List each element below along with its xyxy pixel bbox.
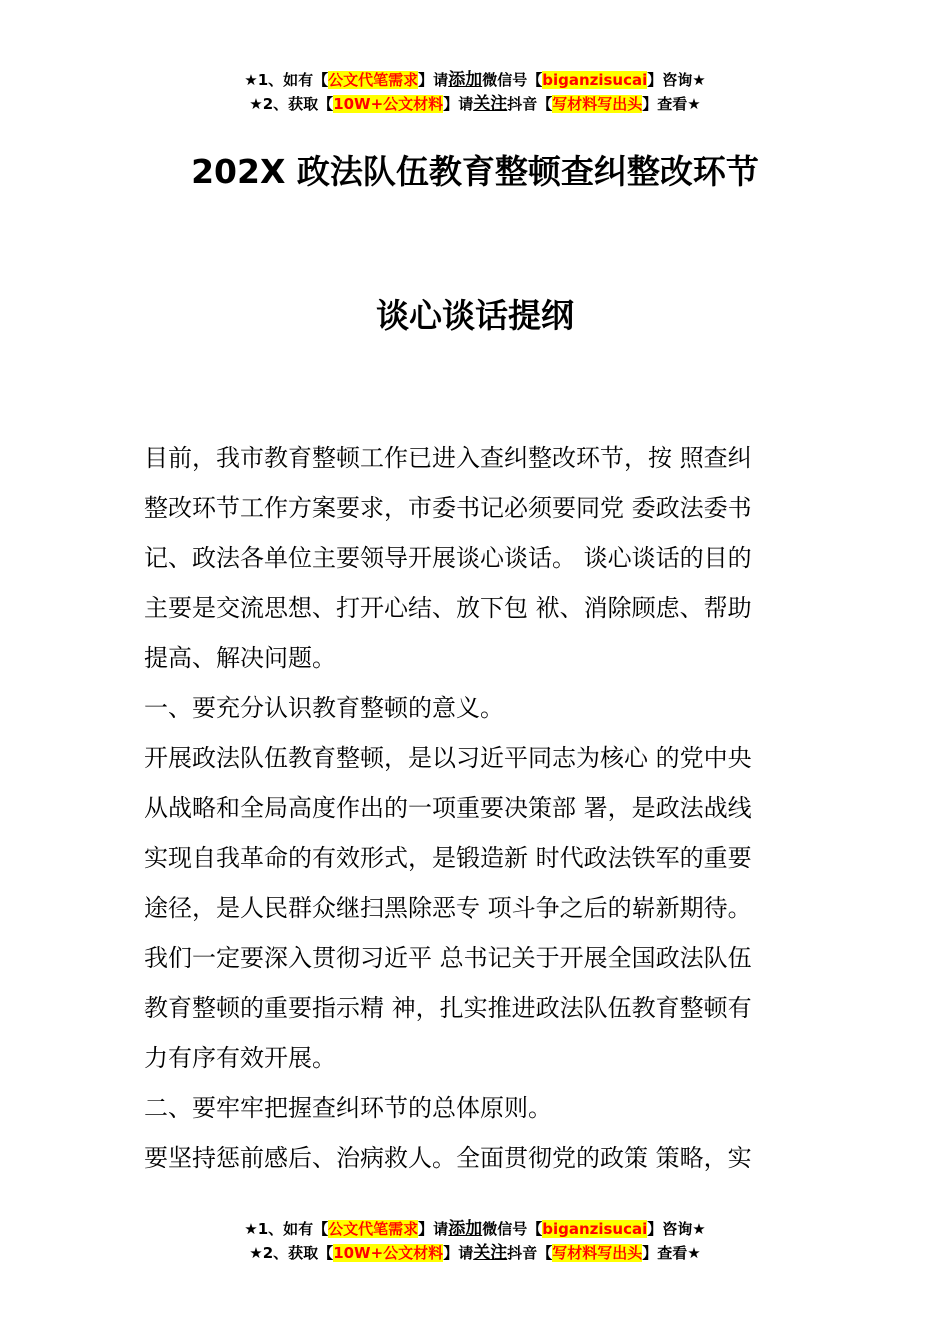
ad-highlight-materials: 10W+公文材料 [333, 1244, 444, 1262]
body-line: 从战略和全局高度作出的一项重要决策部 署，是政法战线 [144, 794, 752, 822]
ad-highlight-douyin: 写材料写出头 [552, 1244, 643, 1262]
ad-highlight-wechat-id: biganzisucai [542, 1220, 648, 1238]
ad-highlight-service: 公文代笔需求 [328, 1220, 419, 1238]
ad-footer-bottom [0, 1217, 950, 1265]
body-line: 主要是交流思想、打开心结、放下包 袱、消除顾虑、帮助 [144, 594, 752, 622]
body-line: 目前，我市教育整顿工作已进入查纠整改环节，按 照查纠 [144, 444, 752, 472]
ad-highlight-service: 公文代笔需求 [328, 71, 419, 89]
body-line: 途径，是人民群众继扫黑除恶专 项斗争之后的崭新期待。 [144, 894, 752, 922]
section-heading: 二、要牢牢把握查纠环节的总体原则。 [144, 1094, 552, 1122]
ad-line-1: ★1、如有【公文代笔需求】请添加微信号【biganzisucai】咨询★ [244, 70, 706, 90]
document-title: 202X 政法队伍教育整顿查纠整改环节 [191, 152, 759, 191]
body-line: 整改环节工作方案要求，市委书记必须要同党 委政法委书 [144, 494, 752, 522]
body-line: 记、政法各单位主要领导开展谈心谈话。 谈心谈话的目的 [144, 544, 752, 572]
body-line: 力有序有效开展。 [144, 1044, 336, 1072]
body-line: 我们一定要深入贯彻习近平 总书记关于开展全国政法队伍 [144, 944, 752, 972]
body-line: 实现自我革命的有效形式，是锻造新 时代政法铁军的重要 [144, 844, 752, 872]
ad-header-top [0, 68, 950, 116]
body-line: 教育整顿的重要指示精 神，扎实推进政法队伍教育整顿有 [144, 994, 752, 1022]
ad-highlight-materials: 10W+公文材料 [333, 95, 444, 113]
body-line: 要坚持惩前感后、治病救人。全面贯彻党的政策 策略，实 [144, 1144, 752, 1172]
ad-line-1: ★1、如有【公文代笔需求】请添加微信号【biganzisucai】咨询★ [244, 1219, 706, 1239]
ad-highlight-wechat-id: biganzisucai [542, 71, 648, 89]
body-line: 提高、解决问题。 [144, 644, 336, 672]
ad-highlight-douyin: 写材料写出头 [552, 95, 643, 113]
body-line: 开展政法队伍教育整顿，是以习近平同志为核心 的党中央 [144, 744, 752, 772]
document-body [144, 433, 808, 1183]
section-heading: 一、要充分认识教育整顿的意义。 [144, 694, 504, 722]
ad-line-2: ★2、获取【10W+公文材料】请关注抖音【写材料写出头】查看★ [249, 94, 701, 114]
document-subtitle: 谈心谈话提纲 [376, 296, 574, 335]
ad-line-2: ★2、获取【10W+公文材料】请关注抖音【写材料写出头】查看★ [249, 1243, 701, 1263]
